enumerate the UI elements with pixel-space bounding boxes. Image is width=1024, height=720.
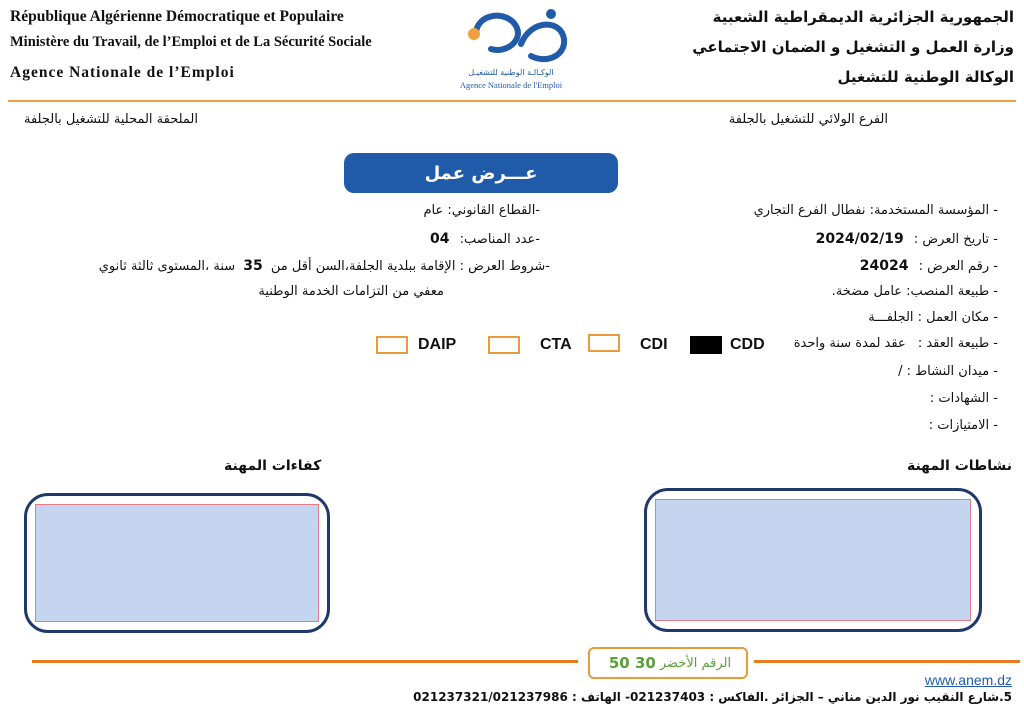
field-work-place: - مكان العمل : الجلفـــة [868,310,998,325]
label-daip: DAIP [418,336,457,353]
header-fr-ministry: Ministère du Travail, de l’Emploi et de La Sécurité Sociale [10,34,372,50]
posts-label: -عدد المناصب: [459,232,540,247]
footer-line-left [32,660,578,663]
footer-address: 5.شارع النقيب نور الدين مناني – الجزائر .الفاكس : 021237403- الهاتف : 021237321/021237986 [413,690,1012,704]
footer-line-right [754,660,1020,663]
field-post-nature: - طبيعة المنصب: عامل مضخة. [831,284,998,299]
header-divider [8,100,1016,102]
offer-date-value: 2024/02/19 [815,231,904,247]
checkbox-daip[interactable] [376,336,408,354]
field-posts-count [430,231,540,247]
field-diplomas: - الشهادات : [929,391,998,406]
header-fr-republic: République Algérienne Démocratique et Populaire [10,8,344,25]
page-title-text: عـــرض عمل [424,162,538,184]
header-ar-republic: الجمهورية الجزائرية الديمقراطية الشعبية [712,8,1014,26]
checkbox-cta[interactable] [488,336,520,354]
offer-date-label: - تاريخ العرض : [913,232,998,247]
label-cdd: CDD [730,336,765,353]
conditions-part-a: -شروط العرض : الإقامة ببلدية الجلفة،السن أقل من [270,259,550,274]
logo-ar-text: الوكـالـة الوطنية للتشغيـل [468,68,554,77]
skills-card [24,493,330,633]
green-number: 30 50 [608,654,656,672]
branch-local: الملحقة المحلية للتشغيل بالجلفة [24,112,199,127]
anem-logo [436,4,586,94]
header-ar-ministry: وزارة العمل و التشغيل و الضمان الاجتماعي [692,38,1014,56]
activities-card [644,488,982,632]
contract-label: - طبيعة العقد : [917,336,998,351]
checkbox-cdd[interactable] [690,336,722,354]
header-ar-agency: الوكالة الوطنية للتشغيل [837,68,1014,86]
contract-value: عقد لمدة سنة واحدة [793,336,906,351]
field-contract-nature [794,336,998,351]
branch-wilaya: الفرع الولائي للتشغيل بالجلفة [728,112,888,127]
green-label: الرقم الأخضر [659,655,732,671]
green-number-badge [588,647,748,679]
activities-content-area[interactable] [655,499,971,621]
checkbox-cdi[interactable] [588,334,620,352]
age-limit: 35 [243,258,263,274]
offer-no-label: - رقم العرض : [918,259,998,274]
offer-no-value: 24024 [859,258,909,274]
logo-icon [436,4,586,74]
section-skills-title: كفاءات المهنة [224,458,322,474]
header-fr-agency: Agence Nationale de l’Emploi [10,64,235,81]
field-conditions-line2: معفي من التزامات الخدمة الوطنية [258,284,444,299]
posts-value: 04 [430,231,450,247]
page-title [344,153,618,193]
field-privileges: - الامتيازات : [928,418,998,433]
field-offer-date [816,231,998,247]
field-offer-number [860,258,998,274]
field-activity: - ميدان النشاط : / [898,364,998,379]
section-activities-title: نشاطات المهنة [906,458,1012,474]
logo-fr-text: Agence Nationale de l'Emploi [459,80,563,90]
conditions-part-b: سنة ،المستوى ثالثة ثانوي [98,259,236,274]
field-conditions [99,258,550,274]
label-cdi: CDI [640,336,668,353]
field-legal-sector: -القطاع القانوني: عام [423,203,540,218]
label-cta: CTA [540,336,572,353]
field-institution: - المؤسسة المستخدمة: نفطال الفرع التجاري [753,203,998,218]
website-link[interactable]: www.anem.dz [924,672,1012,688]
skills-content-area[interactable] [35,504,319,622]
